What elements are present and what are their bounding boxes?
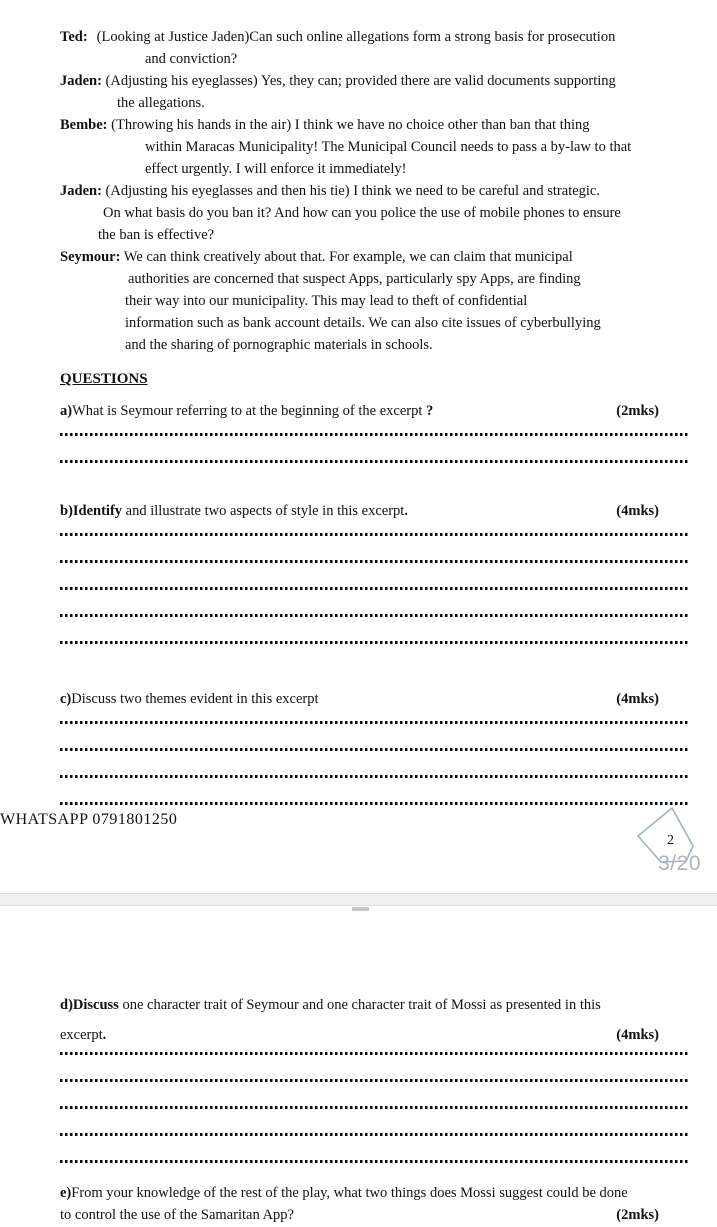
dialogue-text: their way into our municipality. This may lead to theft of confidential [125, 293, 528, 309]
answer-dotted-line [60, 775, 689, 778]
questions-heading: QUESTIONS [60, 371, 148, 387]
dialogue-line [98, 224, 689, 246]
question-d-text-line2: excerpt. [60, 1027, 107, 1043]
question-c [60, 688, 689, 710]
question-c-answer-lines [60, 721, 689, 805]
answer-dotted-line [60, 533, 689, 536]
answer-dotted-line [60, 587, 689, 590]
dialogue-line [125, 334, 689, 356]
dialogue-text: and the sharing of pornographic materials in schools. [125, 337, 433, 353]
dialogue-text: authorities are concerned that suspect Apps, particularly spy Apps, are finding [128, 271, 581, 287]
speaker-label: Seymour: [60, 249, 121, 265]
question-d-answer-lines [60, 1052, 689, 1163]
dialogue-text: the ban is effective? [98, 227, 215, 243]
question-d-text: d)Discuss one character trait of Seymour and one character trait of Mossi as presented in this [60, 997, 601, 1013]
annotation-badge-number: 2 [667, 833, 674, 848]
dialogue-line [60, 26, 689, 48]
page-indicator: 3/20 [658, 852, 701, 875]
dialogue-text: information such as bank account details. We can also cite issues of cyberbullying [125, 315, 601, 331]
dialogue-line [103, 202, 689, 224]
question-a-answer-lines [60, 433, 689, 463]
question-b [60, 500, 689, 522]
page-4-content [0, 906, 717, 1226]
dialogue-text: and conviction? [145, 51, 238, 67]
question-e-marks: (2mks) [616, 1207, 659, 1223]
question-e-text: e)From your knowledge of the rest of the play, what two things does Mossi suggest could be done [60, 1185, 628, 1201]
dialogue-line [60, 114, 689, 136]
dialogue-text: (Adjusting his eyeglasses) Yes, they can; provided there are valid documents supporting [105, 73, 616, 89]
dialogue-text: within Maracas Municipality! The Municipal Council needs to pass a by-law to that [145, 139, 632, 155]
answer-dotted-line [60, 433, 689, 436]
dialogue-line [125, 312, 689, 334]
speaker-label: Ted: [60, 29, 88, 45]
page-separator [0, 893, 717, 906]
question-b-answer-lines [60, 533, 689, 644]
dialogue-line [117, 92, 689, 114]
page-top-smudge [352, 907, 369, 911]
question-b-marks: (4mks) [616, 503, 659, 519]
speaker-label: Jaden: [60, 183, 102, 199]
answer-dotted-line [60, 560, 689, 563]
dialogue-line [128, 268, 689, 290]
dialogue-text: We can think creatively about that. For example, we can claim that municipal [123, 249, 573, 265]
dialogue-line [60, 180, 689, 202]
question-a [60, 400, 689, 422]
question-d-marks: (4mks) [616, 1027, 659, 1043]
dialogue-text: (Adjusting his eyeglasses and then his tie) I think we need to be careful and strategic. [105, 183, 600, 199]
speaker-label: Jaden: [60, 73, 102, 89]
question-e-text-line2: to control the use of the Samaritan App? [60, 1207, 294, 1223]
answer-dotted-line [60, 1079, 689, 1082]
question-d-line2 [60, 1024, 689, 1046]
answer-dotted-line [60, 1160, 689, 1163]
question-a-text: a)What is Seymour referring to at the beginning of the excerpt ? [60, 403, 434, 419]
answer-dotted-line [60, 748, 689, 751]
answer-dotted-line [60, 1106, 689, 1109]
dialogue-line [60, 246, 689, 268]
dialogue-line [60, 70, 689, 92]
pdf-page-4 [0, 906, 717, 1227]
dialogue-line [145, 136, 689, 158]
question-c-text: c)Discuss two themes evident in this excerpt [60, 691, 319, 707]
question-e [60, 1182, 689, 1204]
speaker-label: Bembe: [60, 117, 108, 133]
dialogue-text: the allegations. [117, 95, 205, 111]
dialogue-text: On what basis do you ban it? And how can you police the use of mobile phones to ensure [103, 205, 621, 221]
whatsapp-watermark: WHATSAPP 0791801250 [0, 811, 178, 828]
answer-dotted-line [60, 641, 689, 644]
answer-dotted-line [60, 802, 689, 805]
dialogue-text: (Looking at Justice Jaden)Can such online allegations form a strong basis for prosecution [96, 29, 616, 45]
question-e-line2 [60, 1204, 689, 1226]
dialogue-text: effect urgently. I will enforce it immediately! [145, 161, 407, 177]
dialogue-excerpt [60, 26, 689, 356]
question-d [60, 994, 689, 1016]
question-a-marks: (2mks) [616, 403, 659, 419]
answer-dotted-line [60, 721, 689, 724]
answer-dotted-line [60, 460, 689, 463]
dialogue-line [145, 158, 689, 180]
answer-dotted-line [60, 614, 689, 617]
question-c-marks: (4mks) [616, 691, 659, 707]
dialogue-text: (Throwing his hands in the air) I think we have no choice other than ban that thing [111, 117, 590, 133]
answer-dotted-line [60, 1052, 689, 1055]
answer-dotted-line [60, 1133, 689, 1136]
dialogue-line [145, 48, 689, 70]
question-b-text: b)Identify and illustrate two aspects of style in this excerpt. [60, 503, 408, 519]
dialogue-line [125, 290, 689, 312]
